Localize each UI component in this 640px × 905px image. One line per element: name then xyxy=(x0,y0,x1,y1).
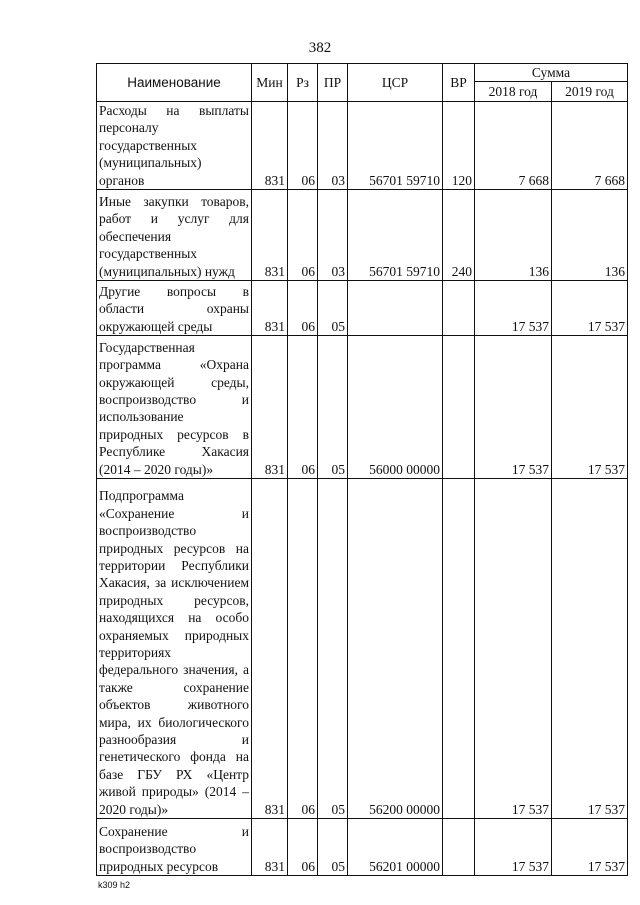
row-sum-2019: 17 537 xyxy=(552,281,628,336)
row-name: Иные закупки товаров, работ и услуг для обеспечения государственных (муниципальных) нужд xyxy=(97,190,252,281)
row-sum-2018: 136 xyxy=(475,190,552,281)
row-pr: 05 xyxy=(318,479,348,819)
row-vr xyxy=(443,336,475,479)
row-name: Другие вопросы в области охраны окружающей среды xyxy=(97,281,252,336)
table-row xyxy=(97,819,628,876)
footer-code: k309 h2 xyxy=(98,880,131,890)
row-min: 831 xyxy=(252,819,288,876)
table-row xyxy=(97,281,628,336)
row-vr xyxy=(443,819,475,876)
row-pr: 05 xyxy=(318,336,348,479)
row-sum-2018: 7 668 xyxy=(475,102,552,190)
table-row xyxy=(97,102,628,190)
header-sum: Сумма xyxy=(475,64,628,82)
header-csr: ЦСР xyxy=(348,64,443,102)
row-name: Сохранение и воспроизводство природных ресурсов xyxy=(97,819,252,876)
row-vr xyxy=(443,281,475,336)
row-sum-2019: 7 668 xyxy=(552,102,628,190)
row-sum-2018: 17 537 xyxy=(475,819,552,876)
row-pr: 05 xyxy=(318,281,348,336)
table-row xyxy=(97,479,628,819)
row-rz: 06 xyxy=(288,819,318,876)
header-name: Наименование xyxy=(97,64,252,102)
header-vr: ВР xyxy=(443,64,475,102)
row-sum-2018: 17 537 xyxy=(475,479,552,819)
row-name: Подпрограмма «Сохранение и воспроизводство природных ресурсов на территории Республики Хакасия, за исключением природных ресурсов, находящихся на особо охраняемых природных территориях федерального значения, а также сохранение объектов животного мира, их биологического разнообразия и генетического фонда на базе ГБУ РХ «Центр живой природы» (2014 – 2020 годы)» xyxy=(97,479,252,819)
table-row xyxy=(97,336,628,479)
row-csr xyxy=(348,281,443,336)
row-vr: 240 xyxy=(443,190,475,281)
table-row xyxy=(97,190,628,281)
row-csr: 56200 00000 xyxy=(348,479,443,819)
row-sum-2018: 17 537 xyxy=(475,281,552,336)
row-csr: 56000 00000 xyxy=(348,336,443,479)
header-year-2018: 2018 год xyxy=(475,82,552,102)
header-min: Мин xyxy=(252,64,288,102)
row-sum-2018: 17 537 xyxy=(475,336,552,479)
row-sum-2019: 17 537 xyxy=(552,819,628,876)
row-pr: 03 xyxy=(318,102,348,190)
row-sum-2019: 17 537 xyxy=(552,336,628,479)
row-pr: 03 xyxy=(318,190,348,281)
row-rz: 06 xyxy=(288,102,318,190)
row-vr xyxy=(443,479,475,819)
row-rz: 06 xyxy=(288,479,318,819)
row-min: 831 xyxy=(252,479,288,819)
budget-table xyxy=(96,63,628,876)
header-pr: ПР xyxy=(318,64,348,102)
row-rz: 06 xyxy=(288,336,318,479)
row-csr: 56201 00000 xyxy=(348,819,443,876)
page-number: 382 xyxy=(308,40,332,56)
row-min: 831 xyxy=(252,190,288,281)
row-sum-2019: 136 xyxy=(552,190,628,281)
header-rz: Рз xyxy=(288,64,318,102)
row-name: Расходы на выплаты персоналу государственных (муниципальных) органов xyxy=(97,102,252,190)
row-vr: 120 xyxy=(443,102,475,190)
row-rz: 06 xyxy=(288,190,318,281)
row-csr: 56701 59710 xyxy=(348,102,443,190)
row-pr: 05 xyxy=(318,819,348,876)
row-sum-2019: 17 537 xyxy=(552,479,628,819)
row-name: Государственная программа «Охрана окружающей среды, воспроизводство и использование природных ресурсов в Республике Хакасия (2014 – 2020 годы)» xyxy=(97,336,252,479)
row-min: 831 xyxy=(252,281,288,336)
row-csr: 56701 59710 xyxy=(348,190,443,281)
header-year-2019: 2019 год xyxy=(552,82,628,102)
row-rz: 06 xyxy=(288,281,318,336)
row-min: 831 xyxy=(252,102,288,190)
row-min: 831 xyxy=(252,336,288,479)
